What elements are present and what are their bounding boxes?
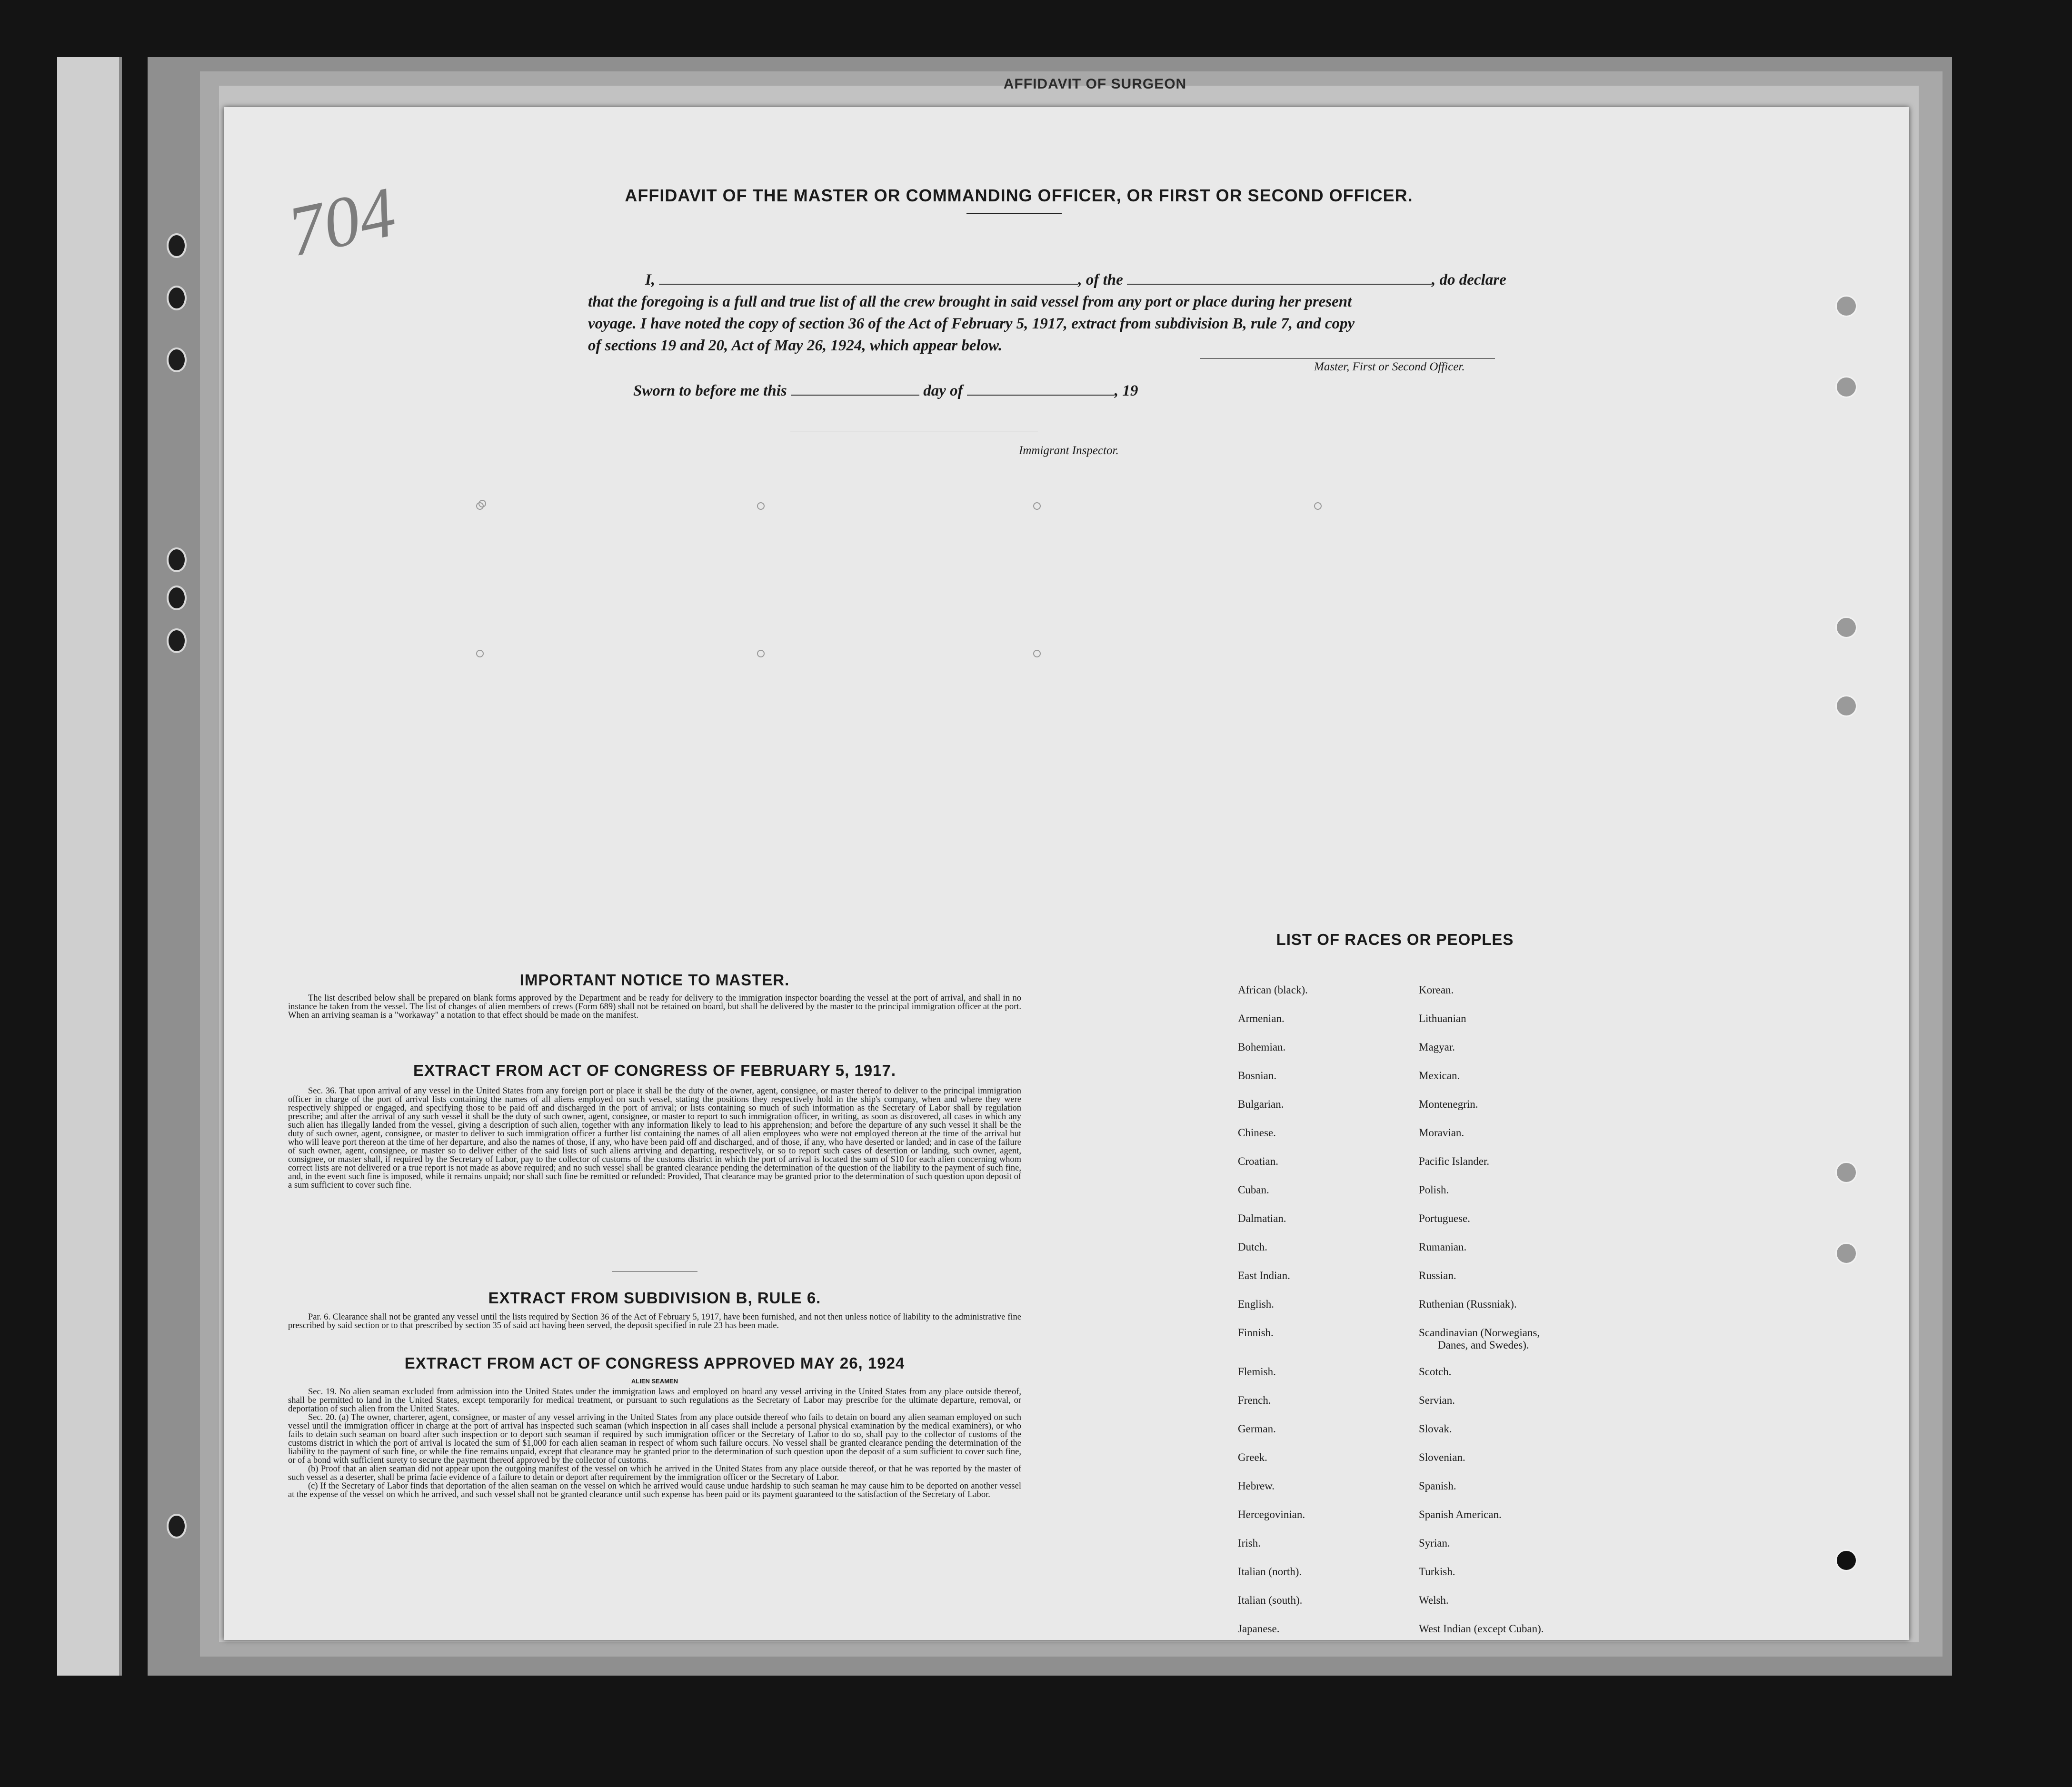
title-underline	[966, 213, 1062, 214]
of-the-label: , of the	[1078, 271, 1123, 288]
bleed-through-mark	[1033, 650, 1041, 657]
bleed-through-mark	[1314, 502, 1322, 510]
year-prefix: , 19	[1114, 382, 1138, 399]
do-declare-label: , do declare	[1432, 271, 1506, 288]
race-item: Slovenian.	[1419, 1451, 1465, 1463]
race-item: Bosnian.	[1238, 1070, 1277, 1082]
declarant-vessel-field[interactable]	[1127, 273, 1432, 285]
affidavit-line: voyage. I have noted the copy of section 36 of the Act of February 5, 1917, extract from subdivision B, rule 7, and copy	[588, 315, 1355, 332]
race-item: Finnish.	[1238, 1327, 1274, 1339]
races-right-column	[1419, 984, 1544, 1651]
extract-1917-body	[288, 1087, 1021, 1190]
sec19-paragraph: Sec. 19. No alien seaman excluded from admission into the United States under the immigration laws and employed on board any vessel arriving in the United States from any place outside thereof, shall be permitted to land in the United States, except temporarily for medical treatment, or pursuant to such regulations as the Secretary of Labor may prescribe for the ultimate departure, removal, or deportation of such alien from the United States.	[288, 1387, 1021, 1414]
race-item: Armenian.	[1238, 1013, 1285, 1024]
race-item: Chinese.	[1238, 1127, 1276, 1139]
handwritten-mark: 704	[281, 172, 402, 272]
extract-rule6-body	[288, 1313, 1021, 1330]
punch-hole	[1835, 616, 1857, 638]
race-item: Hebrew.	[1238, 1480, 1275, 1492]
master-signature-label: Master, First or Second Officer.	[1314, 360, 1465, 373]
binder-hole	[167, 233, 187, 258]
race-item: Montenegrin.	[1419, 1098, 1478, 1110]
race-item: Dalmatian.	[1238, 1212, 1286, 1224]
race-item: Italian (south).	[1238, 1594, 1303, 1606]
binder-hole	[167, 628, 187, 653]
sec20b-paragraph: (b) Proof that an alien seaman did not appear upon the outgoing manifest of the vessel on which he arrived in the United States from any place outside thereof, or that he was reported by the master of such vessel as a deserter, shall be prima facie evidence of a failure to detain or deport after requirement by the immigration officer or the Secretary of Labor.	[288, 1464, 1021, 1482]
race-item: Polish.	[1419, 1184, 1449, 1196]
race-item: Ruthenian (Russniak).	[1419, 1298, 1517, 1310]
binder-hole	[167, 586, 187, 610]
affidavit-line: of sections 19 and 20, Act of May 26, 1924, which appear below.	[588, 337, 1003, 354]
race-item: Danes, and Swedes).	[1438, 1339, 1529, 1351]
day-of-label: day of	[923, 382, 963, 399]
bleed-through-mark	[757, 502, 765, 510]
extract-1917-paragraph: Sec. 36. That upon arrival of any vessel in the United States from any foreign port or place it shall be the duty of the owner, agent, consignee, or master thereof to deliver to the principal immigration officer in charge of the port of arrival lists containing the names of all aliens employed on such vessel, stating the positions they respectively hold in the ship's company, when and where they were respectively shipped or engaged, and specifying those to be paid off and discharged in the port of arrival; or lists containing so much of such information as the Secretary of Labor shall by regulation prescribe; and after the arrival of any such vessel it shall be the duty of such owner, agent, consignee, or master to report to such immigration officer, in writing, as soon as discovered, all cases in which any such alien has illegally landed from the vessel, giving a description of such alien, together with any information likely to lead to his apprehension; and before the departure of any such vessel it shall be the duty of such owner, agent, consignee, or master to deliver to such immigration officer a further list containing the names of all alien employees who were not employed thereon at the time of the arrival but who will leave port thereon at the time of her departure, and also the names of those, if any, who have been paid off and discharged, and of those, if any, who have deserted or landed; and in case of the failure of such owner, agent, consignee, or master so to deliver either of the said lists of such aliens arriving and departing, respectively, or so to report such cases of desertion or landing, such owner, agent, consignee, or master shall, if required by the Secretary of Labor, pay to the collector of customs of the customs district in which the port of arrival is located the sum of $10 for each alien concerning whom correct lists are not delivered or a true report is not made as above required; and no such vessel shall be granted clearance pending the determination of the question of the liability to the payment of such fine, and, in the event such fine is imposed, while it remains unpaid; nor shall such fine be remitted or refunded: Provided, That clearance may be granted prior to the determination of such question upon deposit of a sum sufficient to cover such fine.	[288, 1086, 1021, 1190]
race-item: German.	[1238, 1423, 1276, 1435]
race-item: Dutch.	[1238, 1241, 1267, 1253]
race-item: Hercegovinian.	[1238, 1509, 1305, 1520]
race-item: Pacific Islander.	[1419, 1155, 1490, 1167]
declarant-name-field[interactable]	[659, 273, 1078, 285]
notice-paragraph: The list described below shall be prepared on blank forms approved by the Department and be ready for delivery to the immigration inspector boarding the vessel at the port of arrival, and shall in no instance be taken from the vessel. The list of changes of alien members of crews (Form 689) shall not be retained on board, but shall be delivered by the master to the principal immigration officer at the port. When an arriving seaman is a "workaway" a notation to that effect should be made on the manifest.	[288, 993, 1021, 1020]
extract-1924-title: EXTRACT FROM ACT OF CONGRESS APPROVED MAY 26, 1924	[404, 1354, 905, 1372]
inspector-signature-label: Immigrant Inspector.	[1019, 444, 1119, 457]
sworn-day-field[interactable]	[791, 384, 919, 396]
race-item: West Indian (except Cuban).	[1419, 1623, 1544, 1635]
sec20c-paragraph: (c) If the Secretary of Labor finds that deportation of the alien seaman on the vessel on which he arrived would cause undue hardship to such seaman he may cause him to be deported on another vessel at the expense of the vessel on which he arrived, and such vessel shall not be granted clearance until such expense has been paid or its payment guaranteed to the satisfaction of the Secretary of Labor.	[288, 1481, 1021, 1499]
race-item: Syrian.	[1419, 1537, 1450, 1549]
bleed-through-mark	[476, 650, 484, 657]
race-item: Welsh.	[1419, 1594, 1449, 1606]
extract-1917-title: EXTRACT FROM ACT OF CONGRESS OF FEBRUARY 5, 1917.	[413, 1062, 897, 1079]
race-item: English.	[1238, 1298, 1275, 1310]
notice-body	[288, 994, 1021, 1020]
race-item: Bulgarian.	[1238, 1098, 1284, 1110]
master-signature-line[interactable]	[1200, 358, 1495, 359]
race-item: Bohemian.	[1238, 1041, 1286, 1053]
surgeon-affidavit-header: AFFIDAVIT OF SURGEON	[1003, 76, 1187, 92]
sworn-month-field[interactable]	[967, 384, 1115, 396]
extract-rule6-paragraph: Par. 6. Clearance shall not be granted any vessel until the lists required by Section 36 of the Act of February 5, 1917, have been furnished, and not then unless notice of liability to the administrative fine prescribed by said section or to that prescribed by section 35 of said act having been served, the deposit specified in rule 23 has been made.	[288, 1312, 1021, 1330]
punch-hole	[1835, 1242, 1857, 1264]
binder-hole	[167, 286, 187, 310]
race-item: Mexican.	[1419, 1070, 1460, 1082]
punch-hole	[1835, 1162, 1857, 1183]
race-item: Moravian.	[1419, 1127, 1464, 1139]
race-item: African (black).	[1238, 984, 1308, 996]
sworn-label: Sworn to before me this	[633, 382, 787, 399]
sec20a-paragraph: Sec. 20. (a) The owner, charterer, agent, consignee, or master of any vessel arriving in the United States from any place outside thereof who fails to detain on board any alien seaman employed on such vessel until the immigration officer in charge at the port of arrival has inspected such seaman (which inspection in all cases shall include a personal physical examination by the medical examiners), or who fails to detain such seaman on board after such inspection or to deport such seaman if required by such immigration officer or the Secretary of Labor to do so, shall pay to the collector of customs of the customs district in which the port of arrival is located the sum of $1,000 for each alien seaman in respect of whom such failure occurs. No vessel shall be granted clearance pending the determination of the liability to the payment of such fine, or while the fine remains unpaid, except that clearance may be granted prior to the determination of such question upon the deposit of a sum sufficient to cover such fine, or of a bond with sufficient surety to secure the payment thereof approved by the collector of customs.	[288, 1413, 1021, 1465]
race-item: Scandinavian (Norwegians,	[1419, 1327, 1540, 1339]
race-item: Japanese.	[1238, 1623, 1280, 1635]
race-item: Lithuanian	[1419, 1013, 1466, 1024]
punch-hole	[1835, 1549, 1857, 1571]
race-item-multiline	[1419, 1327, 1544, 1366]
bleed-through-mark	[476, 502, 484, 510]
alien-seamen-subtitle: ALIEN SEAMEN	[631, 1378, 678, 1385]
race-item: Magyar.	[1419, 1041, 1455, 1053]
races-left-column	[1238, 984, 1308, 1651]
race-item: Scotch.	[1419, 1366, 1452, 1378]
binder-hole	[167, 1514, 187, 1539]
binder-hole	[167, 547, 187, 572]
sworn-line	[633, 382, 1138, 400]
race-item: Servian.	[1419, 1394, 1455, 1406]
race-item: Spanish.	[1419, 1480, 1456, 1492]
race-item: East Indian.	[1238, 1270, 1290, 1281]
race-item: Slovak.	[1419, 1423, 1452, 1435]
punch-hole	[1835, 695, 1857, 717]
binder-hole	[167, 347, 187, 372]
race-item: Portuguese.	[1419, 1212, 1470, 1224]
bleed-through-mark	[757, 650, 765, 657]
race-item: Greek.	[1238, 1451, 1267, 1463]
declarant-prefix: I,	[645, 271, 656, 288]
punch-hole	[1835, 295, 1857, 317]
race-item: Spanish American.	[1419, 1509, 1502, 1520]
bleed-through-mark	[1033, 502, 1041, 510]
extract-1924-body	[288, 1388, 1021, 1499]
punch-hole	[1835, 376, 1857, 398]
affidavit-line: that the foregoing is a full and true list of all the crew brought in said vessel from any port or place during her present	[588, 293, 1352, 310]
race-item: Rumanian.	[1419, 1241, 1467, 1253]
race-item: Irish.	[1238, 1537, 1261, 1549]
extract-1924-subtitle	[288, 1377, 1021, 1386]
affidavit-title: AFFIDAVIT OF THE MASTER OR COMMANDING OFFICER, OR FIRST OR SECOND OFFICER.	[625, 186, 1413, 205]
race-item: Turkish.	[1419, 1566, 1455, 1578]
race-item: Croatian.	[1238, 1155, 1278, 1167]
race-item: Russian.	[1419, 1270, 1456, 1281]
race-item: Flemish.	[1238, 1366, 1276, 1378]
race-item: Korean.	[1419, 984, 1454, 996]
notice-title: IMPORTANT NOTICE TO MASTER.	[519, 971, 790, 989]
race-item: French.	[1238, 1394, 1271, 1406]
race-item: Italian (north).	[1238, 1566, 1302, 1578]
binder-strip	[57, 57, 122, 1676]
affidavit-body	[588, 269, 1759, 357]
race-item: Cuban.	[1238, 1184, 1269, 1196]
extract-rule6-title: EXTRACT FROM SUBDIVISION B, RULE 6.	[488, 1289, 821, 1307]
affidavit-sheet	[224, 107, 1909, 1640]
races-title: LIST OF RACES OR PEOPLES	[1276, 931, 1514, 948]
